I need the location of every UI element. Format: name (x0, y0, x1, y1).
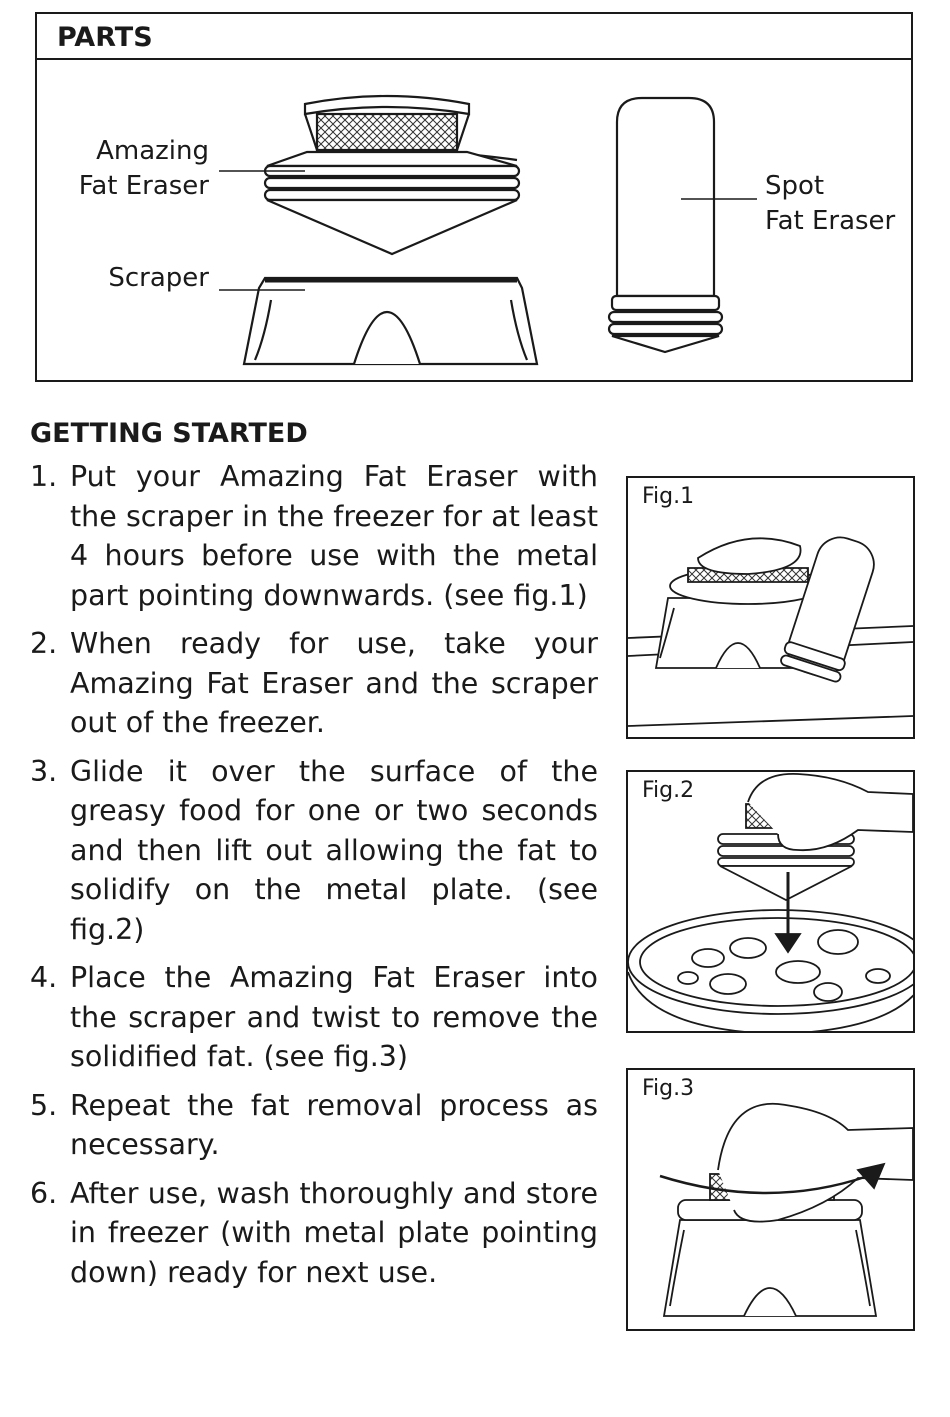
step-text: Repeat the fat removal process as necessary. (70, 1088, 598, 1161)
step-text: Place the Amazing Fat Eraser into the scraper and twist to remove the solidified fat. (see fig.3) (70, 961, 598, 1073)
getting-started-title: GETTING STARTED (30, 418, 308, 449)
step-number: 2. (30, 627, 58, 660)
step-number: 4. (30, 961, 58, 994)
scraper-label: Scraper (108, 263, 209, 293)
step-number: 3. (30, 754, 58, 788)
figure-3 (626, 1068, 915, 1331)
parts-header (37, 14, 911, 60)
parts-title: PARTS (57, 22, 153, 53)
step-text: When ready for use, take your Amazing Fat Eraser and the scraper out of the freezer. (70, 627, 598, 739)
figure-3-label: Fig.3 (642, 1076, 695, 1101)
amazing-fat-eraser-label (67, 134, 209, 204)
figure-1-illustration (628, 478, 913, 737)
spot-label-line1: Spot (765, 171, 825, 201)
step-number: 6. (30, 1176, 58, 1210)
step-text: After use, wash thoroughly and store in freezer (with metal plate pointing down) ready for next use. (70, 1176, 598, 1289)
spot-fat-eraser-drawing (609, 98, 722, 352)
step-4 (30, 958, 598, 1077)
figure-1 (626, 476, 915, 739)
figure-2-label: Fig.2 (642, 778, 695, 803)
step-5 (30, 1086, 598, 1165)
figure-3-illustration (628, 1070, 913, 1329)
step-3 (30, 752, 598, 950)
figure-1-label: Fig.1 (642, 484, 695, 509)
parts-box (35, 12, 913, 382)
figure-2 (626, 770, 915, 1033)
scraper-drawing (244, 278, 537, 364)
step-number: 5. (30, 1088, 58, 1122)
step-text: Put your Amazing Fat Eraser with the scraper in the freezer for at least 4 hours before use with the metal part pointing downwards. (see fig.1) (70, 460, 598, 612)
step-text: Glide it over the surface of the greasy food for one or two seconds and then lift out allowing the fat to solidify on the metal plate. (see fig.2) (70, 754, 598, 946)
step-2 (30, 624, 598, 743)
step-1 (30, 457, 598, 615)
amazing-fat-eraser-drawing (265, 96, 519, 254)
amazing-label-line2: Fat Eraser (78, 171, 209, 201)
step-number: 1. (30, 460, 58, 493)
figure-2-illustration (628, 772, 913, 1031)
spot-label-line2: Fat Eraser (765, 206, 896, 236)
step-6 (30, 1174, 598, 1293)
spot-fat-eraser-label (765, 169, 905, 239)
steps-list (30, 457, 598, 1301)
amazing-label-line1: Amazing (96, 136, 209, 166)
